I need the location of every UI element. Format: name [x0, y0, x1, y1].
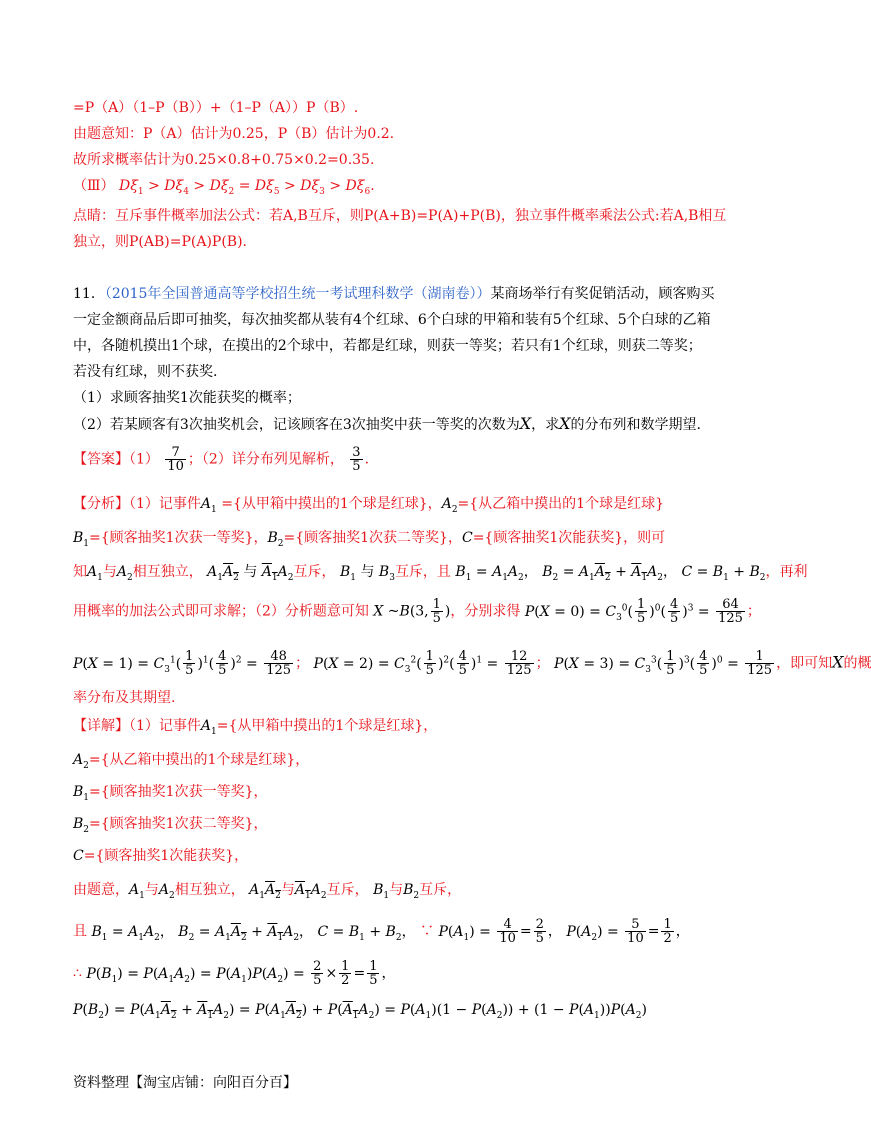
analysis-line-5: $P(X = 1) = C_3^1$( $\frac{1}{5}$ )$^1$( $\frac{4}{5}$ )$^2$ = $\frac{48}{125}$ ； $P(X = 2) = C_3^2$( $\frac{1}{5}$ )$^2$( $\frac{4}{5}$ )$^1$ = $\frac{12}{125}$ ； $P(X = 3) = C_3^3$( $\frac{1}{5}$ )$^3$( $\frac{4}{5}$ )$^0$ = $\frac{1}{125}$ ，即可知X的概: [73, 649, 871, 679]
variance-ordering: $D\xi_1 > D\xi_4 > D\xi_2 = D\xi_5 > D\xi_3 > D\xi_6$.: [118, 178, 375, 197]
detail-line-8: ∴ $P(B_1) = P(A_1A_2) = P(A_1)P(A_2)$ = $\frac{2}{5}$ × $\frac{1}{2}$ = $\frac{1}{5}$ ，: [73, 959, 396, 988]
detail-text: ={顾客抽奖1次能获奖}，: [83, 848, 249, 864]
part-3-label: （Ⅲ）: [73, 178, 115, 194]
detail-line-5: C={顾客抽奖1次能获奖}，: [73, 848, 249, 864]
page-footer: 资料整理【淘宝店铺：向阳百分百】: [73, 1075, 297, 1091]
detail-text: 与: [389, 882, 404, 898]
analysis-text: ，分别求得: [450, 603, 521, 620]
answer-part-2: ；（2）详分布列见解析，: [187, 451, 344, 468]
question-11-line-3: 中，各随机摸出1个球，在摸出的2个球中，若都是红球，则获一等奖；若只有1个红球，则获二等奖；: [73, 338, 702, 354]
detail-line-2: $A_2=${从乙箱中摸出的1个球是红球}，: [73, 752, 310, 771]
sub2-text-c: 的分布列和数学期望.: [570, 417, 701, 433]
analysis-label: 【分析】: [73, 496, 129, 512]
sub2-text-b: ，求: [531, 417, 560, 433]
var-x: X: [519, 414, 532, 433]
answer-part-1: （1）: [129, 451, 159, 468]
detail-line-9: $P(B_2) = P(A_1A_2 + A_1A_2) = P(A_1A_2) + P(A_1A_2) = P(A_1)(1 - P(A_2)) + (1 - P(A_1))P(A_2)$: [73, 1002, 647, 1021]
detail-text: ={从甲箱中摸出的1个球是红球}，: [216, 718, 438, 734]
analysis-text: ={从甲箱中摸出的1个球是红球}，: [221, 496, 442, 512]
detail-text: （1）记事件: [129, 718, 201, 734]
analysis-line-6: 率分布及其期望.: [73, 690, 176, 706]
detail-line-1: 【详解】（1）记事件$A_1=${从甲箱中摸出的1个球是红球}，: [73, 718, 438, 737]
detail-text: 与: [280, 882, 295, 898]
detail-text: ={顾客抽奖1次获一等奖}，: [89, 784, 268, 800]
point-label: 点睛：: [73, 208, 115, 224]
detail-text: 由题意，: [73, 882, 129, 898]
answer-label: 【答案】: [73, 451, 129, 468]
analysis-text: 互斥，: [293, 564, 336, 580]
answer-line: [73, 446, 369, 473]
question-11-line-2: 一定金额商品后即可抽奖，每次抽奖都从装有4个红球、6个白球的甲箱和装有5个红球、5个白球的乙箱: [73, 312, 711, 328]
point-note-line-2: 独立，则P(AB)=P(A)P(B).: [73, 234, 248, 250]
fraction-7-10: $\frac{7}{10}$: [167, 445, 184, 474]
analysis-text: 的概: [843, 655, 871, 672]
answer-end: .: [364, 451, 370, 468]
detail-text: 且: [73, 923, 87, 940]
detail-text: 与: [144, 882, 159, 898]
analysis-text: 相互独立，: [132, 564, 203, 580]
analysis-text: 用概率的加法公式即可求解；（2）分析题意可知: [73, 603, 369, 620]
detail-line-3: $B_1=${顾客抽奖1次获一等奖}，: [73, 784, 268, 803]
question-11-line-1: [73, 284, 714, 304]
analysis-text: 知: [73, 564, 87, 580]
detail-line-4: $B_2=${顾客抽奖1次获二等奖}，: [73, 816, 268, 835]
question-11-sub-2: [73, 414, 701, 435]
solution-line-1: =P（A）（1–P（B））+（1–P（A））P（B）.: [73, 100, 359, 116]
var-x: X: [559, 414, 571, 433]
analysis-line-2: $B_1=${顾客抽奖1次获一等奖}，$B_2=${顾客抽奖1次获二等奖}，C={顾客抽奖1次能获奖}，则可: [73, 530, 666, 549]
because-symbol: ∵: [420, 923, 435, 940]
solution-line-2: 由题意知：P（A）估计为0.25，P（B）估计为0.2.: [73, 126, 395, 142]
analysis-text: ={顾客抽奖1次获二等奖}，: [283, 530, 462, 546]
detail-text: ={从乙箱中摸出的1个球是红球}，: [88, 752, 310, 768]
detail-line-7: 且 $B_1 = A_1A_2$， $B_2 = A_1A_2 + A_1A_2$， $C = B_1 + B_2$， ∵ $P(A_1)$ = $\frac{4}{10}$ = $\frac{2}{5}$ ， $P(A_2)$ = $\frac{5}{10}$ = $\frac{1}{2}$ ，: [73, 917, 690, 946]
point-body: 互斥事件概率加法公式：若A,B互斥，则P(A+B)=P(A)+P(B)，独立事件概率乘法公式:若A,B相互: [115, 208, 727, 224]
detail-text: 相互独立，: [174, 882, 245, 898]
analysis-text: （1）记事件: [129, 496, 201, 512]
analysis-text: ={顾客抽奖1次获一等奖}，: [89, 530, 268, 546]
question-11-sub-1: （1）求顾客抽奖1次能获奖的概率；: [73, 390, 301, 406]
question-source: （2015年全国普通高等学校招生统一考试理科数学（湖南卷））: [104, 286, 491, 302]
therefore-symbol: ∴: [73, 965, 82, 982]
detail-text: 互斥，: [419, 882, 462, 898]
point-note: [73, 206, 726, 226]
analysis-text: ，即可知: [776, 655, 833, 672]
analysis-line-3: 知$A_1$与$A_2$相互独立， $A_1A_2$ 与 $A_1A_2$互斥， $B_1$ 与 $B_3$互斥，且 $B_1 = A_1A_2$， $B_2 = A_1A_2 + A_1A_2$， $C = B_1 + B_2$，再利: [73, 564, 808, 583]
analysis-text: 互斥，且: [394, 564, 451, 580]
question-11-line-4: 若没有红球，则不获奖.: [73, 364, 218, 380]
analysis-line-1: 【分析】（1）记事件$A_1$ ={从甲箱中摸出的1个球是红球}，$A_2=${从乙箱中摸出的1个球是红球}: [73, 496, 664, 515]
detail-label: 【详解】: [73, 718, 129, 734]
analysis-line-4: 用概率的加法公式即可求解；（2）分析题意可知 X ~B(3, $\frac{1}{5}$ )，分别求得 $P(X = 0) = C_3^0$( $\frac{1}{5}$ )$^0$( $\frac{4}{5}$ )$^3$ = $\frac{64}{125}$ ；: [73, 597, 761, 627]
analysis-text: ={从乙箱中摸出的1个球是红球}: [457, 496, 664, 512]
solution-line-3: 故所求概率估计为0.25×0.8+0.75×0.2=0.35.: [73, 152, 375, 168]
analysis-text: 与: [102, 564, 117, 580]
detail-line-6: 由题意，$A_1$与$A_2$相互独立， $A_1A_2$与$A_1A_2$互斥， $B_1$与$B_2$互斥，: [73, 882, 462, 901]
analysis-text: ，再利: [765, 564, 808, 580]
fraction-3-5: $\frac{3}{5}$: [352, 445, 361, 474]
sub2-text-a: （2）若某顾客有3次抽奖机会，记该顾客在3次抽奖中获一等奖的次数为: [73, 417, 520, 433]
question-text-1: 某商场举行有奖促销活动，顾客购买: [490, 286, 715, 302]
detail-text: 互斥，: [326, 882, 369, 898]
question-number: 11．: [73, 286, 105, 302]
solution-part-3: [73, 176, 375, 202]
analysis-text: ={顾客抽奖1次能获奖}，则可: [472, 530, 666, 546]
detail-text: ={顾客抽奖1次获二等奖}，: [89, 816, 268, 832]
